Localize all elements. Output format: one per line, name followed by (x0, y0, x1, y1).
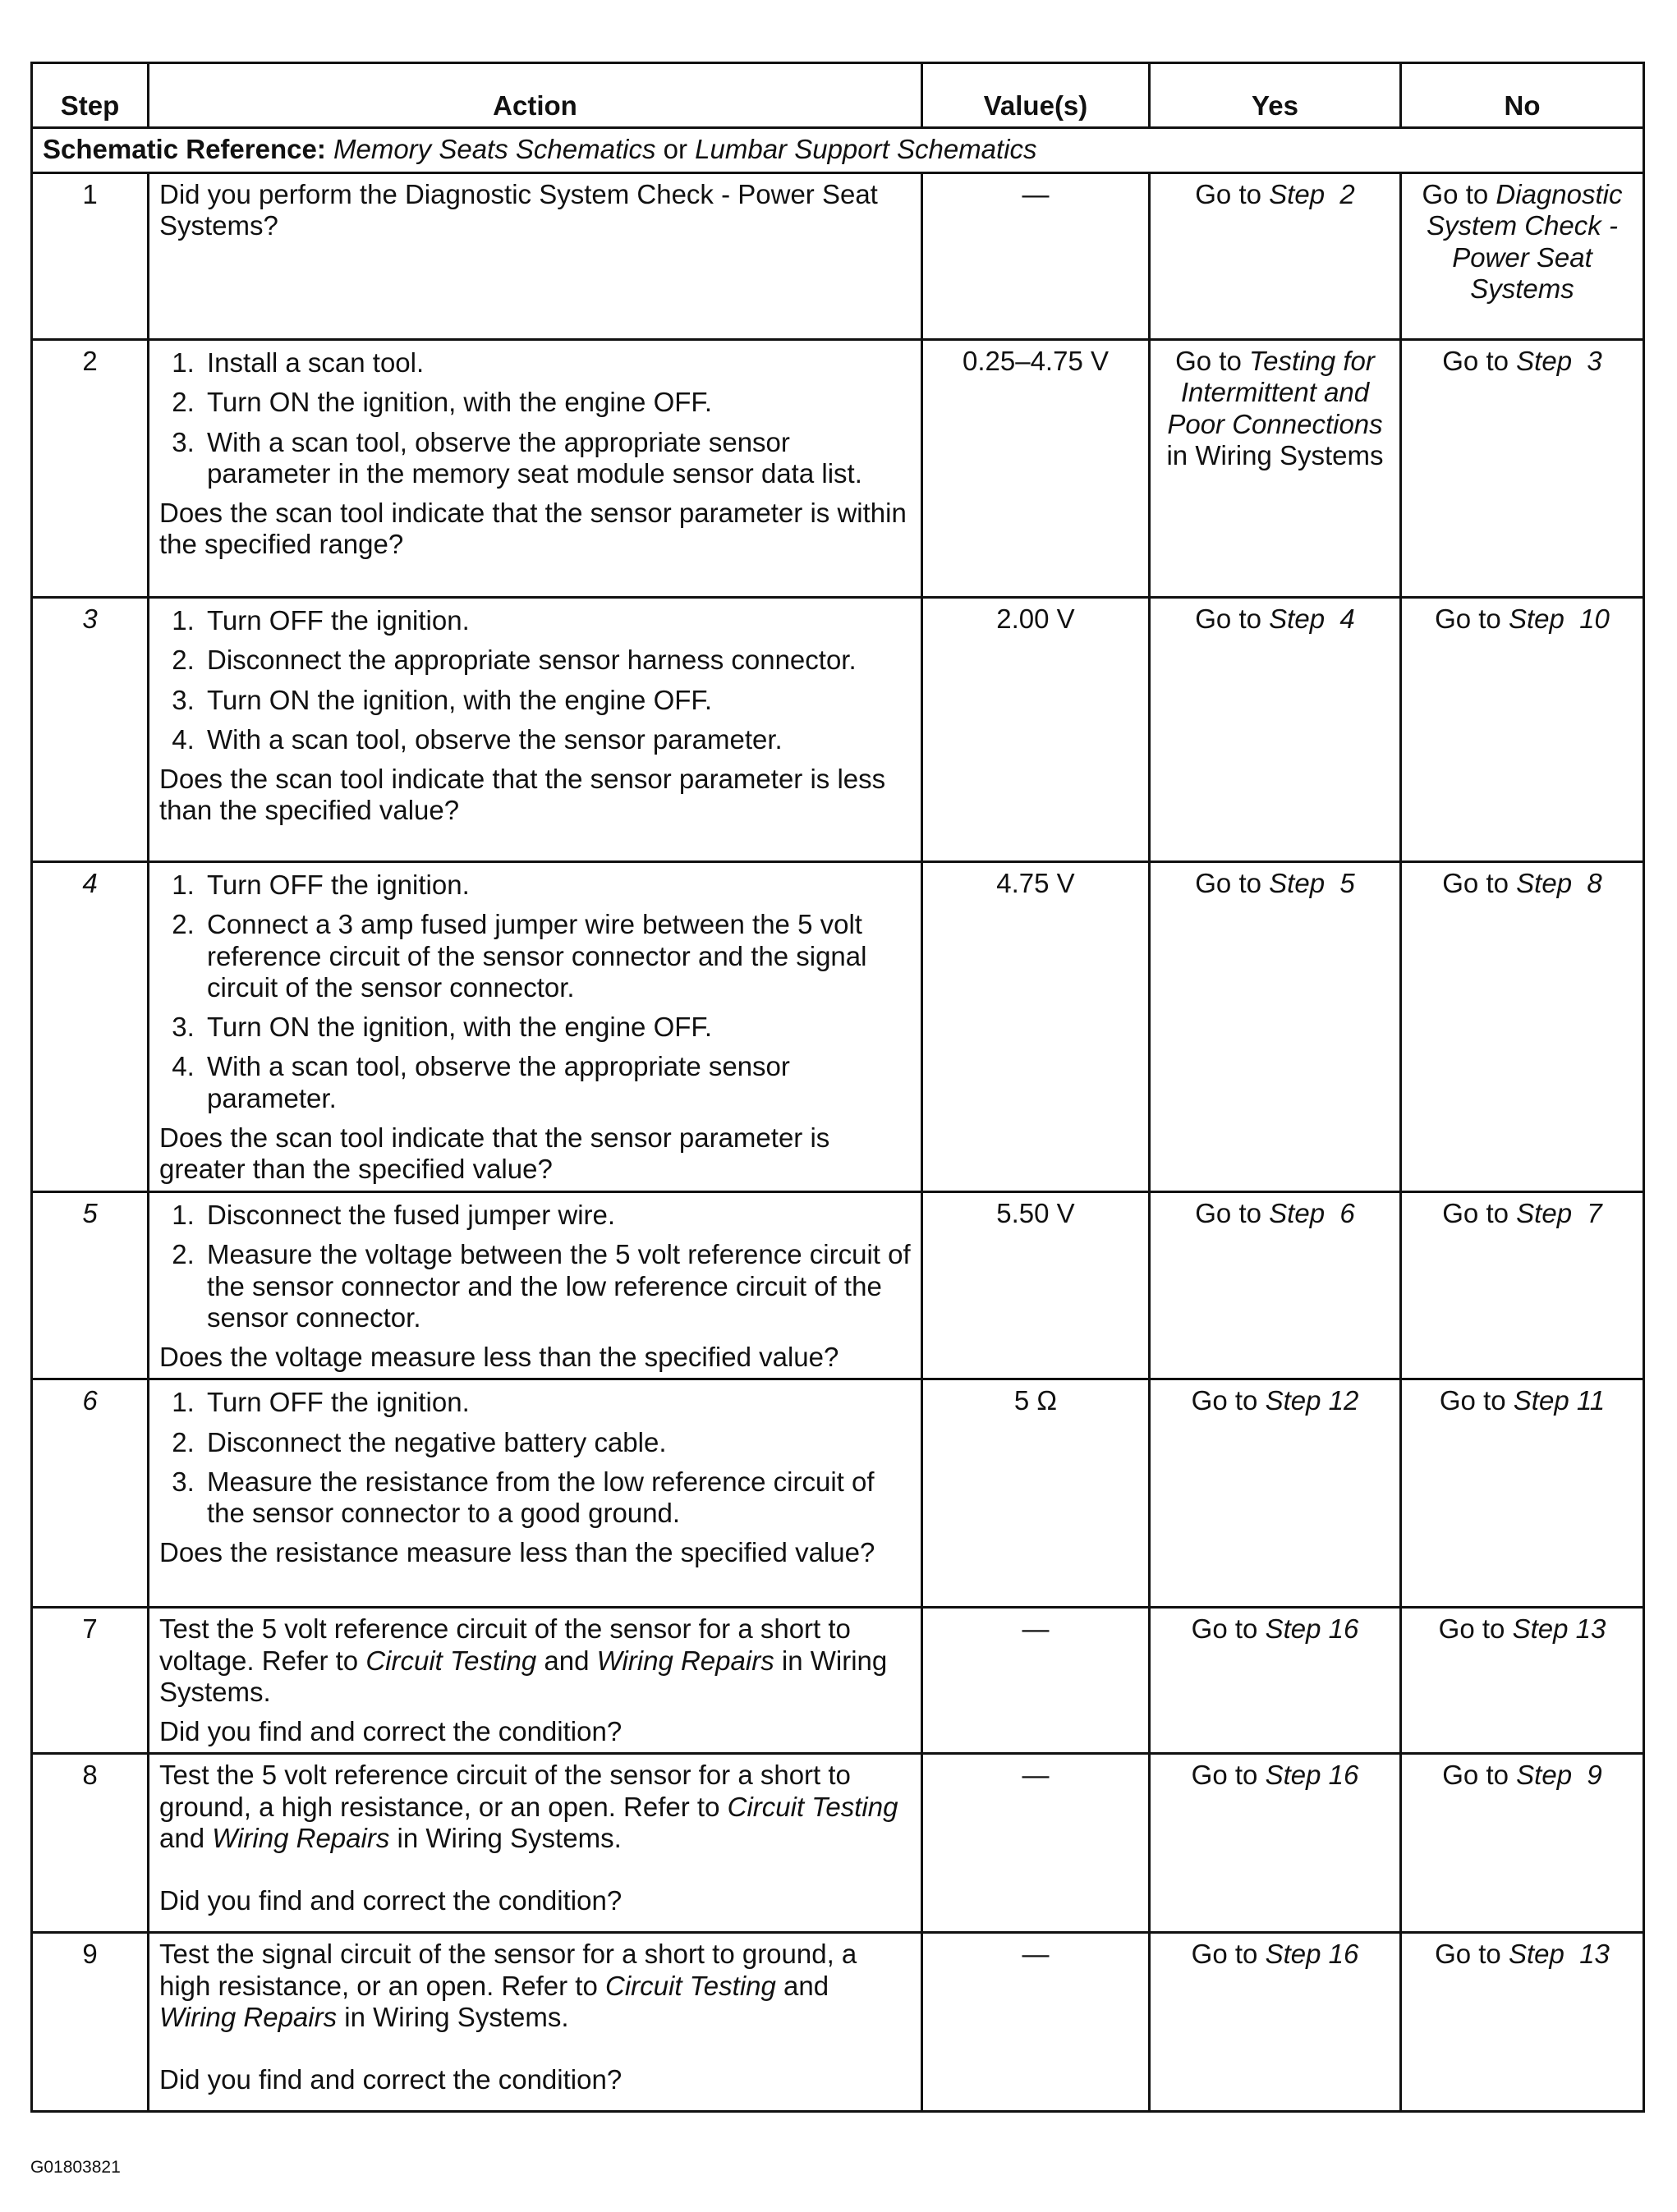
step-number: 4 (32, 862, 149, 1192)
action-step: 4. With a scan tool, observe the sensor parameter. (202, 724, 911, 755)
yes-prefix: Go to (1195, 868, 1261, 898)
no-cell (1401, 862, 1644, 1192)
header-action: Action (149, 63, 922, 128)
table-row (32, 340, 1644, 598)
action-step: 3. Measure the resistance from the low reference circuit of the sensor connector to a good ground. (202, 1466, 911, 1530)
action-question: Did you find and correct the condition? (159, 1885, 623, 1916)
yes-prefix: Go to (1195, 603, 1261, 634)
no-link[interactable]: Step 13 (1512, 1613, 1606, 1645)
yes-link[interactable]: Step 2 (1269, 179, 1355, 209)
schematic-reference (32, 128, 1644, 173)
action-step: 2. Disconnect the appropriate sensor harness connector. (202, 645, 911, 676)
circuit-testing-link[interactable]: Circuit Testing (727, 1791, 898, 1822)
no-link[interactable]: Step 8 (1516, 868, 1602, 898)
action-text-part: and (544, 1645, 590, 1676)
header-yes: Yes (1150, 63, 1401, 128)
no-prefix: Go to (1439, 1385, 1506, 1416)
action-step: 1. Disconnect the fused jumper wire. (202, 1200, 911, 1231)
yes-link[interactable]: Step 16 (1265, 1613, 1359, 1645)
no-prefix: Go to (1442, 1760, 1509, 1791)
action-step: 3. Turn ON the ignition, with the engine OFF. (202, 685, 911, 716)
action-cell (149, 1192, 922, 1379)
value-cell: 2.00 V (922, 598, 1150, 862)
step-number: 5 (32, 1192, 149, 1379)
yes-prefix: Go to (1191, 1760, 1258, 1791)
step-number: 2 (32, 340, 149, 598)
table-row (32, 1192, 1644, 1379)
table-row (32, 1933, 1644, 2112)
no-cell (1401, 1933, 1644, 2112)
schematic-link-memory-seats[interactable]: Memory Seats Schematics (333, 134, 656, 164)
action-step: 1. Turn OFF the ignition. (202, 870, 911, 901)
yes-prefix: Go to (1195, 1198, 1261, 1228)
yes-link[interactable]: Step 16 (1265, 1760, 1359, 1791)
yes-link[interactable]: Step 6 (1269, 1198, 1355, 1228)
action-steps (159, 870, 911, 1114)
yes-prefix: Go to (1191, 1613, 1258, 1645)
no-link[interactable]: Step 9 (1516, 1760, 1602, 1791)
yes-cell (1150, 1754, 1401, 1933)
action-question: Does the scan tool indicate that the sensor parameter is greater than the specified value? (159, 1122, 830, 1185)
no-cell (1401, 173, 1644, 340)
yes-cell (1150, 173, 1401, 340)
yes-link[interactable]: Step 12 (1265, 1385, 1359, 1416)
action-text-part: Test the 5 volt reference circuit of the sensor for a short to ground, a high resistance, or an open. Refer to (159, 1760, 851, 1822)
step-number: 3 (32, 598, 149, 862)
yes-prefix: Go to (1195, 179, 1261, 209)
yes-cell (1150, 1192, 1401, 1379)
action-steps (159, 1200, 911, 1333)
value-cell: — (922, 1608, 1150, 1754)
action-step: 2. Disconnect the negative battery cable. (202, 1427, 911, 1458)
header-row (32, 63, 1644, 128)
table-row (32, 862, 1644, 1192)
figure-id: G01803821 (30, 2158, 121, 2177)
schematic-label: Schematic Reference: (43, 134, 326, 164)
action-text (159, 1613, 911, 1708)
action-question: Does the resistance measure less than the specified value? (159, 1537, 875, 1568)
wiring-repairs-link[interactable]: Wiring Repairs (159, 2001, 338, 2032)
yes-prefix: Go to (1191, 1939, 1258, 1970)
no-link[interactable]: Step 3 (1516, 346, 1602, 376)
action-text-part: and (783, 1970, 829, 2001)
no-prefix: Go to (1435, 1939, 1501, 1970)
no-link[interactable]: Step 13 (1508, 1939, 1610, 1970)
yes-cell (1150, 340, 1401, 598)
action-cell (149, 1608, 922, 1754)
table-row (32, 1379, 1644, 1608)
yes-link[interactable]: Step 4 (1269, 603, 1355, 634)
action-text (159, 1939, 911, 2033)
no-link[interactable]: Step 7 (1516, 1198, 1602, 1228)
circuit-testing-link[interactable]: Circuit Testing (365, 1645, 537, 1676)
action-text-part: in Wiring Systems. (344, 2001, 569, 2032)
action-cell (149, 1379, 922, 1608)
action-cell (149, 1754, 922, 1933)
spacer (159, 1854, 911, 1882)
spacer (159, 2033, 911, 2061)
action-text-part: Test the signal circuit of the sensor for a short to ground, a high resistance, or an open. Refer to (159, 1939, 857, 2001)
action-question: Does the scan tool indicate that the sensor parameter is within the specified range? (159, 498, 907, 560)
action-step: 3. Turn ON the ignition, with the engine OFF. (202, 1012, 911, 1043)
action-text-part: and (159, 1822, 205, 1853)
wiring-repairs-link[interactable]: Wiring Repairs (596, 1645, 774, 1676)
action-text-part: Test the 5 volt reference circuit of the sensor for a short to voltage. Refer to (159, 1613, 851, 1676)
yes-cell (1150, 1933, 1401, 2112)
step-number: 8 (32, 1754, 149, 1933)
no-cell (1401, 340, 1644, 598)
no-cell (1401, 1754, 1644, 1933)
no-prefix: Go to (1422, 179, 1489, 209)
header-step: Step (32, 63, 149, 128)
yes-cell (1150, 1379, 1401, 1608)
action-steps (159, 1387, 911, 1529)
value-cell: 0.25–4.75 V (922, 340, 1150, 598)
yes-link[interactable]: Step 5 (1269, 868, 1355, 898)
no-link[interactable]: Step 10 (1508, 603, 1610, 634)
step-number: 6 (32, 1379, 149, 1608)
action-question: Does the scan tool indicate that the sensor parameter is less than the specified value? (159, 764, 886, 826)
schematic-or: or (663, 134, 687, 164)
table-row (32, 598, 1644, 862)
no-cell (1401, 1379, 1644, 1608)
action-step: 2. Turn ON the ignition, with the engine OFF. (202, 387, 911, 418)
value-cell: — (922, 173, 1150, 340)
no-prefix: Go to (1435, 603, 1501, 634)
action-question: Does the voltage measure less than the specified value? (159, 1342, 839, 1373)
no-cell (1401, 598, 1644, 862)
table-row (32, 1608, 1644, 1754)
yes-prefix: Go to (1191, 1385, 1258, 1416)
step-number: 1 (32, 173, 149, 340)
yes-cell (1150, 1608, 1401, 1754)
value-cell: 5.50 V (922, 1192, 1150, 1379)
yes-cell (1150, 598, 1401, 862)
schematic-reference-row (32, 128, 1644, 173)
action-cell (149, 862, 922, 1192)
no-cell (1401, 1608, 1644, 1754)
action-step: 1. Turn OFF the ignition. (202, 1387, 911, 1418)
action-text (159, 1760, 911, 1854)
action-step: 2. Connect a 3 amp fused jumper wire between the 5 volt reference circuit of the sensor connector and the signal circuit of the sensor connector. (202, 909, 911, 1003)
yes-cell (1150, 862, 1401, 1192)
action-question: Did you find and correct the condition? (159, 2064, 623, 2095)
no-cell (1401, 1192, 1644, 1379)
no-prefix: Go to (1442, 1198, 1509, 1228)
yes-link[interactable]: Testing for Intermittent and Poor Connections (1167, 346, 1383, 439)
action-step: 2. Measure the voltage between the 5 volt reference circuit of the sensor connector and the low reference circuit of the sensor connector. (202, 1239, 911, 1333)
step-number: 9 (32, 1933, 149, 2112)
action-cell (149, 1933, 922, 2112)
action-steps (159, 605, 911, 755)
value-cell: — (922, 1933, 1150, 2112)
yes-prefix: Go to (1175, 346, 1242, 376)
value-cell: — (922, 1754, 1150, 1933)
value-cell: 5 Ω (922, 1379, 1150, 1608)
yes-suffix: in Wiring Systems (1166, 439, 1384, 470)
yes-link[interactable]: Step 16 (1265, 1939, 1359, 1970)
action-step: 1. Turn OFF the ignition. (202, 605, 911, 636)
action-text-part: in Wiring Systems. (397, 1822, 622, 1853)
no-prefix: Go to (1438, 1613, 1505, 1645)
table-row (32, 173, 1644, 340)
action-cell (149, 340, 922, 598)
action-question: Did you perform the Diagnostic System Check - Power Seat Systems? (159, 179, 878, 241)
action-steps (159, 347, 911, 489)
diagnostic-table (30, 62, 1645, 2113)
wiring-repairs-link[interactable]: Wiring Repairs (212, 1822, 390, 1853)
action-cell (149, 173, 922, 340)
no-prefix: Go to (1442, 868, 1509, 898)
action-step: 3. With a scan tool, observe the appropriate sensor parameter in the memory seat module sensor data list. (202, 427, 911, 490)
action-question: Did you find and correct the condition? (159, 1716, 623, 1747)
table-row (32, 1754, 1644, 1933)
header-values: Value(s) (922, 63, 1150, 128)
action-step: 1. Install a scan tool. (202, 347, 911, 379)
no-prefix: Go to (1442, 346, 1509, 376)
circuit-testing-link[interactable]: Circuit Testing (605, 1970, 776, 2001)
action-step: 4. With a scan tool, observe the appropriate sensor parameter. (202, 1051, 911, 1114)
value-cell: 4.75 V (922, 862, 1150, 1192)
schematic-link-lumbar-support[interactable]: Lumbar Support Schematics (695, 134, 1037, 164)
action-text-part: in Wiring Systems. (159, 1645, 888, 1707)
step-number: 7 (32, 1608, 149, 1754)
header-no: No (1401, 63, 1644, 128)
action-cell (149, 598, 922, 862)
no-link[interactable]: Step 11 (1513, 1385, 1606, 1416)
no-link[interactable]: Diagnostic System Check - Power Seat Systems (1427, 179, 1623, 304)
